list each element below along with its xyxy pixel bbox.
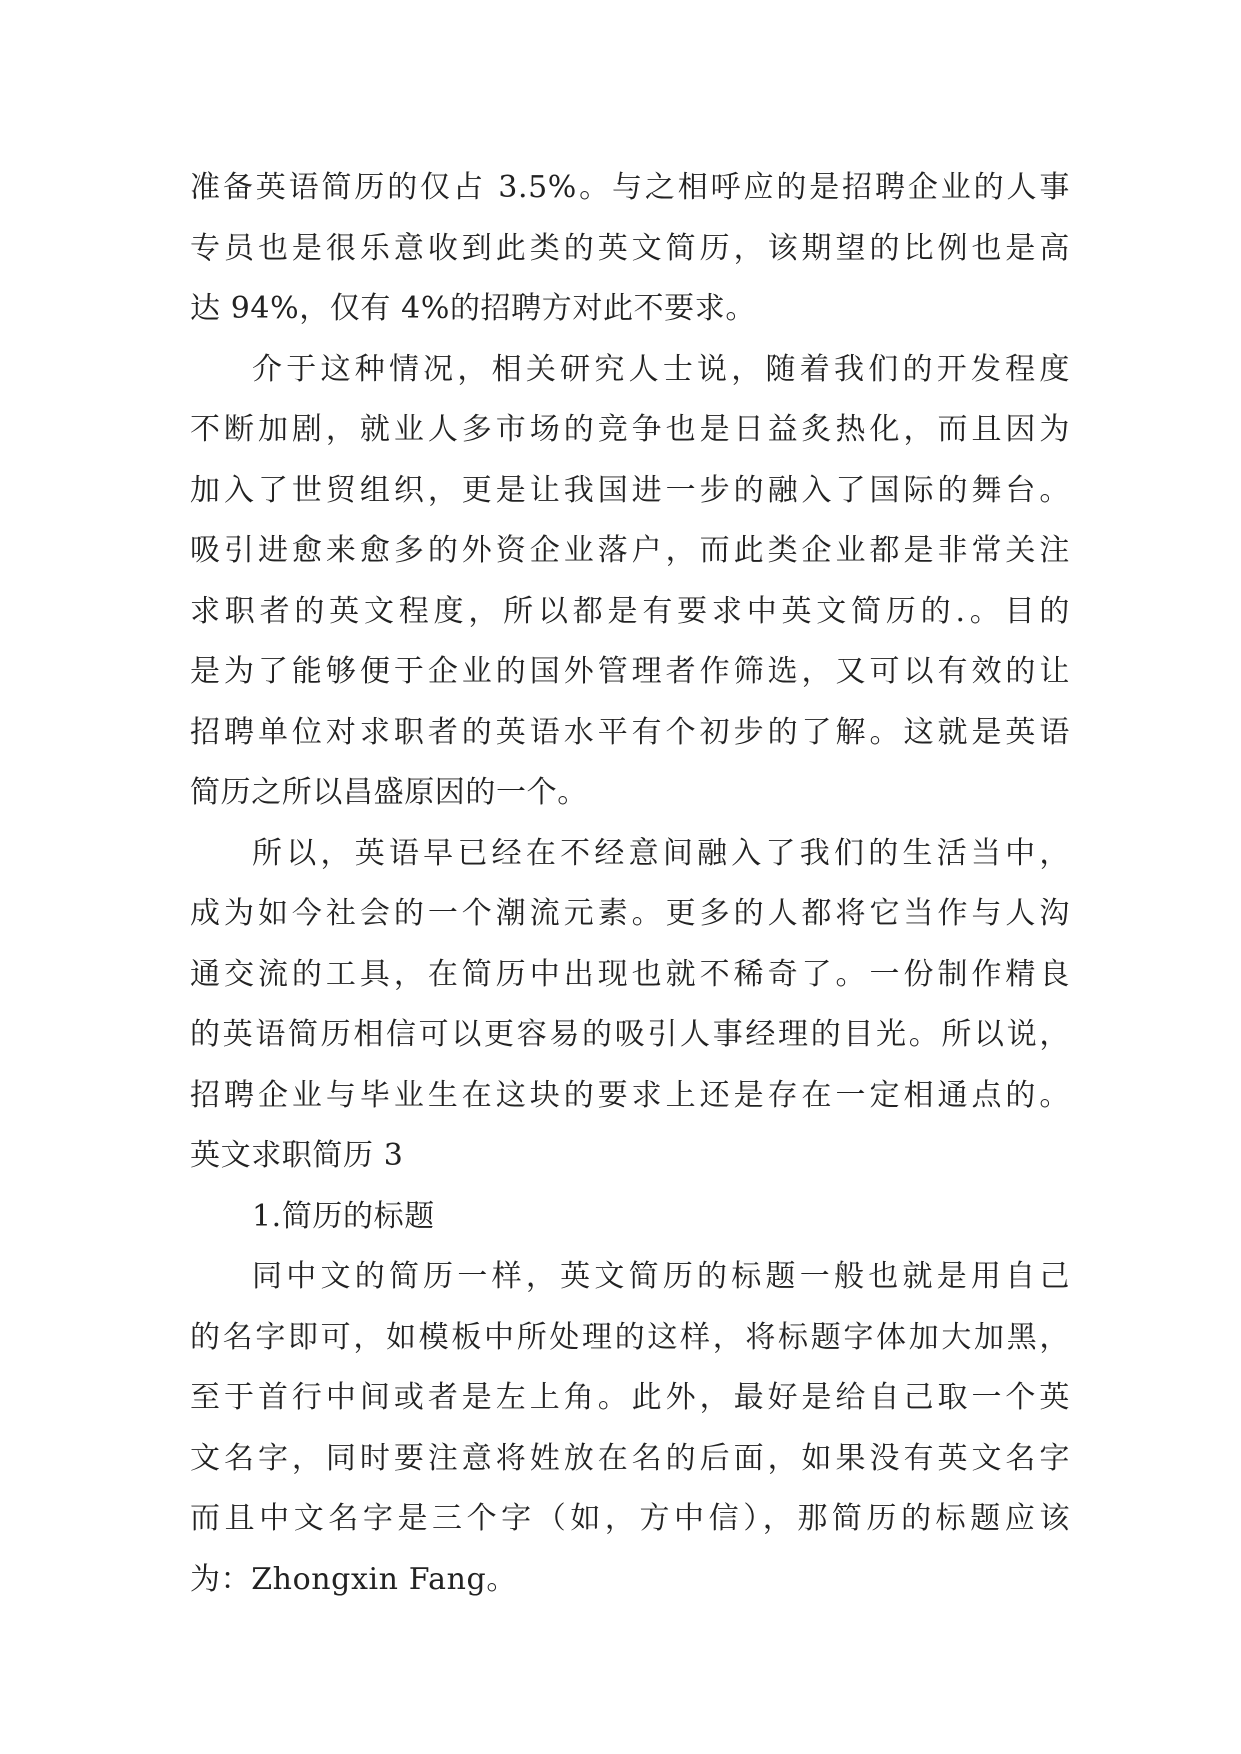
paragraph-start-line: 同中文的简历一样，英文简历的标题一般也就是用自己 xyxy=(252,1259,1070,1294)
text-line: 为：Zhongxin Fang。 xyxy=(190,1561,517,1597)
text-line: 而且中文名字是三个字（如，方中信），那简历的标题应该 xyxy=(190,1501,1070,1536)
text-line: 求职者的英文程度，所以都是有要求中英文简历的.。目的 xyxy=(190,593,1070,629)
paragraph-start-line: 所以，英语早已经在不经意间融入了我们的生活当中， xyxy=(252,835,1070,871)
subsection-heading: 1.简历的标题 xyxy=(252,1198,435,1234)
text-line: 至于首行中间或者是左上角。此外，最好是给自己取一个英 xyxy=(190,1380,1070,1415)
section-heading: 英文求职简历 3 xyxy=(190,1138,404,1173)
text-line: 加入了世贸组织，更是让我国进一步的融入了国际的舞台。 xyxy=(190,472,1070,508)
text-line: 准备英语简历的仅占 3.5%。与之相呼应的是招聘企业的人事 xyxy=(190,170,1070,205)
text-line: 的英语简历相信可以更容易的吸引人事经理的目光。所以说， xyxy=(190,1017,1070,1052)
text-line: 简历之所以昌盛原因的一个。 xyxy=(190,775,588,810)
text-line: 达 94%，仅有 4%的招聘方对此不要求。 xyxy=(190,291,756,326)
text-line: 不断加剧，就业人多市场的竞争也是日益炙热化，而且因为 xyxy=(190,412,1070,447)
text-line: 招聘企业与毕业生在这块的要求上还是存在一定相通点的。 xyxy=(190,1077,1070,1113)
text-line: 专员也是很乐意收到此类的英文简历，该期望的比例也是高 xyxy=(190,230,1070,266)
text-line: 是为了能够便于企业的国外管理者作筛选，又可以有效的让 xyxy=(190,654,1070,689)
text-line: 文名字，同时要注意将姓放在名的后面，如果没有英文名字 xyxy=(190,1440,1070,1476)
paragraph-start-line: 介于这种情况，相关研究人士说，随着我们的开发程度 xyxy=(252,351,1070,387)
text-line: 通交流的工具，在简历中出现也就不稀奇了。一份制作精良 xyxy=(190,956,1070,992)
text-line: 成为如今社会的一个潮流元素。更多的人都将它当作与人沟 xyxy=(190,896,1070,931)
body-text xyxy=(190,158,1070,1610)
text-line: 的名字即可，如模板中所处理的这样，将标题字体加大加黑， xyxy=(190,1319,1070,1355)
text-line: 招聘单位对求职者的英语水平有个初步的了解。这就是英语 xyxy=(190,714,1070,750)
text-line: 吸引进愈来愈多的外资企业落户，而此类企业都是非常关注 xyxy=(190,533,1070,568)
